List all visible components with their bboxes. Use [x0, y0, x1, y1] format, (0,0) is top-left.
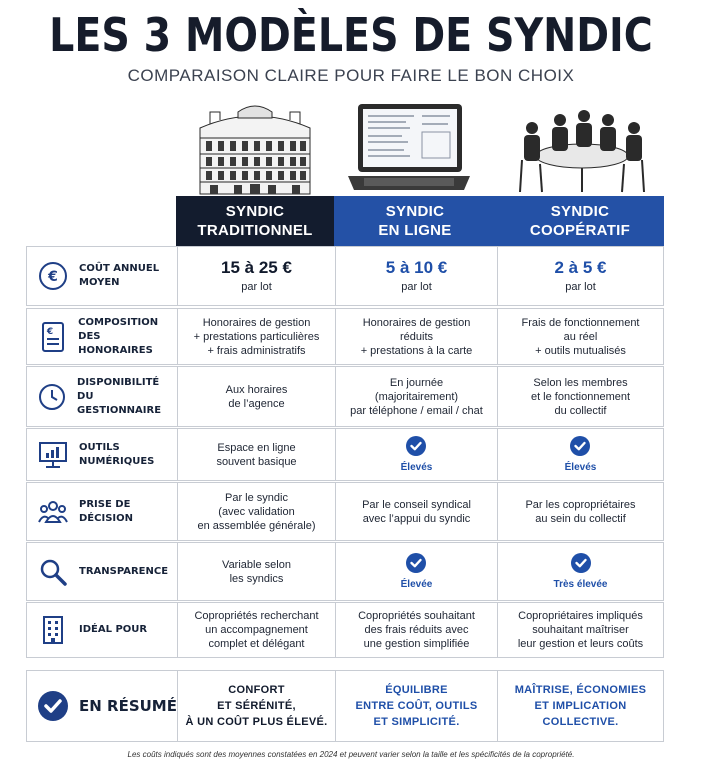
col-header-line1: SYNDIC	[550, 203, 610, 220]
cell-cooperatif	[497, 429, 663, 480]
col-header-line2: TRADITIONNEL	[197, 222, 313, 239]
cost-value: 15 à 25 €	[221, 258, 292, 277]
page-title: LES 3 MODÈLES DE SYNDIC	[49, 8, 653, 62]
summary-line: ÉQUILIBRE	[385, 684, 448, 696]
col-header-line1: SYNDIC	[385, 203, 445, 220]
cell-line: Honoraires de gestion	[202, 316, 311, 329]
row-label-line: DES HONORAIRES	[78, 330, 153, 356]
row-label-line: TRANSPARENCE	[79, 565, 169, 577]
summary-line: ET SÉRÉNITÉ,	[217, 700, 296, 712]
summary-traditionnel	[177, 671, 335, 741]
cell-line: Espace en ligne	[217, 441, 296, 454]
cell-traditionnel	[177, 309, 335, 364]
summary-en-ligne	[335, 671, 497, 741]
cell-line: Par les copropriétaires	[525, 498, 636, 511]
clock-icon	[27, 382, 77, 412]
summary-line: À UN COÛT PLUS ÉLEVÉ.	[185, 716, 328, 728]
cell-line: En journée	[389, 376, 444, 389]
row-label-line: MOYEN	[79, 277, 120, 288]
cell-line: Par le syndic	[225, 491, 288, 504]
summary-label	[27, 671, 177, 741]
row-label-line: OUTILS	[79, 441, 120, 453]
cell-line: en assemblée générale)	[197, 519, 316, 532]
cell-en-ligne	[335, 483, 497, 540]
row-label-line: COÛT ANNUEL	[79, 263, 160, 274]
cell-traditionnel	[177, 483, 335, 540]
col-header-cooperatif	[496, 196, 664, 246]
summary-line: ENTRE COÛT, OUTILS	[355, 700, 478, 712]
row-label	[27, 247, 177, 305]
cell-en-ligne	[335, 309, 497, 364]
cell-cooperatif	[497, 483, 663, 540]
cell-line: souhaitant maîtriser	[532, 624, 629, 636]
row-label-line: DÉCISION	[79, 512, 133, 524]
row-label	[27, 367, 177, 426]
cell-line: une gestion simplifiée	[363, 638, 470, 650]
row-label	[27, 603, 177, 657]
cell-line: un accompagnement	[205, 624, 308, 636]
check-circle-icon	[405, 552, 427, 574]
cell-line: leur gestion et leurs coûts	[517, 638, 644, 650]
table-row	[26, 482, 664, 541]
cell-line: Par le conseil syndical	[362, 498, 471, 511]
meeting-table-illustration	[512, 98, 652, 196]
cell-line: Variable selon	[222, 558, 291, 571]
summary-line: ET IMPLICATION	[534, 700, 627, 712]
cell-cooperatif	[497, 367, 663, 426]
cell-en-ligne	[335, 429, 497, 480]
cell-line: + frais administratifs	[207, 344, 306, 357]
cell-line: (avec validation	[218, 505, 295, 518]
cell-line: réduits	[399, 330, 434, 343]
check-circle-icon	[27, 689, 79, 723]
table-row	[26, 428, 664, 481]
cell-line: Copropriétaires impliqués	[518, 610, 643, 622]
check-circle-icon	[569, 435, 591, 457]
cell-line: les syndics	[229, 572, 284, 585]
cell-line: + prestations particulières	[193, 330, 320, 343]
table-row	[26, 308, 664, 365]
row-label-line: COMPOSITION	[78, 316, 159, 328]
cell-cooperatif	[497, 543, 663, 600]
level-label: Élevée	[400, 578, 433, 590]
level-label: Élevés	[400, 461, 433, 473]
cell-line: au sein du collectif	[535, 512, 626, 525]
building-icon	[27, 614, 79, 646]
row-label-line: DISPONIBILITÉ	[77, 376, 160, 388]
document-euro-icon	[27, 321, 78, 353]
cell-en-ligne	[335, 603, 497, 657]
svg-text:€: €	[48, 269, 58, 285]
summary-row	[26, 670, 664, 742]
cell-line: Frais de fonctionnement	[521, 316, 640, 329]
cell-line: par téléphone / email / chat	[350, 404, 483, 417]
cell-traditionnel	[177, 603, 335, 657]
cell-line: au réel	[563, 330, 598, 343]
col-header-line2: COOPÉRATIF	[529, 222, 631, 239]
cell-line: Honoraires de gestion	[362, 316, 471, 329]
cost-unit: par lot	[565, 281, 596, 293]
monitor-chart-icon	[27, 440, 79, 470]
footnote: Les coûts indiqués sont des moyennes constatées en 2024 et peuvent varier selon la taille et les spécificités de la copropriété.	[127, 750, 575, 759]
cell-line: Aux horaires	[225, 383, 288, 396]
cell-line: + prestations à la carte	[360, 344, 473, 357]
cell-line: souvent basique	[216, 455, 297, 468]
cell-en-ligne	[335, 543, 497, 600]
summary-label-text: EN RÉSUMÉ	[79, 697, 177, 715]
col-header-line1: SYNDIC	[225, 203, 285, 220]
summary-line: MAÎTRISE, ÉCONOMIES	[514, 684, 647, 696]
cell-traditionnel	[177, 367, 335, 426]
euro-icon	[27, 261, 79, 291]
cell-traditionnel	[177, 543, 335, 600]
cell-cooperatif	[497, 247, 663, 305]
cell-en-ligne	[335, 247, 497, 305]
cell-line: (majoritairement)	[374, 390, 459, 403]
level-label: Très élevée	[553, 578, 608, 590]
col-header-en-ligne	[334, 196, 496, 246]
check-circle-icon	[405, 435, 427, 457]
people-icon	[27, 498, 79, 526]
row-label-line: DU GESTIONNAIRE	[77, 390, 162, 416]
cell-line: avec l’appui du syndic	[362, 512, 471, 525]
summary-line: ET SIMPLICITÉ.	[373, 716, 460, 728]
check-circle-icon	[570, 552, 592, 574]
page-subtitle: COMPARAISON CLAIRE POUR FAIRE LE BON CHOIX	[127, 66, 575, 85]
level-label: Élevés	[564, 461, 597, 473]
laptop-illustration	[344, 98, 474, 196]
cell-line: Selon les membres	[533, 376, 628, 389]
table-row	[26, 366, 664, 427]
row-label	[27, 429, 177, 480]
summary-line: COLLECTIVE.	[542, 716, 619, 728]
table-row	[26, 542, 664, 601]
magnifier-icon	[27, 557, 79, 587]
table-row	[26, 246, 664, 306]
col-header-traditionnel	[176, 196, 334, 246]
row-label-line: IDÉAL POUR	[79, 624, 148, 635]
cost-unit: par lot	[401, 281, 432, 293]
col-header-line2: EN LIGNE	[378, 222, 452, 239]
haussmann-building-illustration	[180, 98, 330, 196]
cell-traditionnel	[177, 247, 335, 305]
cell-line: de l’agence	[228, 397, 285, 410]
cell-line: des frais réduits avec	[364, 624, 469, 636]
svg-text:€: €	[46, 326, 53, 337]
cell-traditionnel	[177, 429, 335, 480]
cell-line: et le fonctionnement	[530, 390, 631, 403]
table-row	[26, 602, 664, 658]
cell-cooperatif	[497, 309, 663, 364]
row-label	[27, 543, 177, 600]
row-label	[27, 483, 177, 540]
cell-line: complet et délégant	[208, 638, 305, 650]
row-label-line: PRISE DE	[79, 498, 131, 510]
cell-line: + outils mutualisés	[535, 344, 626, 357]
cell-cooperatif	[497, 603, 663, 657]
cell-line: Copropriétés souhaitant	[358, 610, 475, 622]
cell-line: du collectif	[554, 404, 607, 417]
row-label-line: NUMÉRIQUES	[79, 455, 155, 467]
cost-value: 5 à 10 €	[385, 258, 448, 277]
cost-unit: par lot	[241, 281, 272, 293]
cell-en-ligne	[335, 367, 497, 426]
row-label	[27, 309, 177, 364]
summary-cooperatif	[497, 671, 663, 741]
cell-line: Copropriétés recherchant	[194, 610, 319, 622]
cost-value: 2 à 5 €	[554, 258, 607, 277]
summary-line: CONFORT	[228, 684, 285, 696]
